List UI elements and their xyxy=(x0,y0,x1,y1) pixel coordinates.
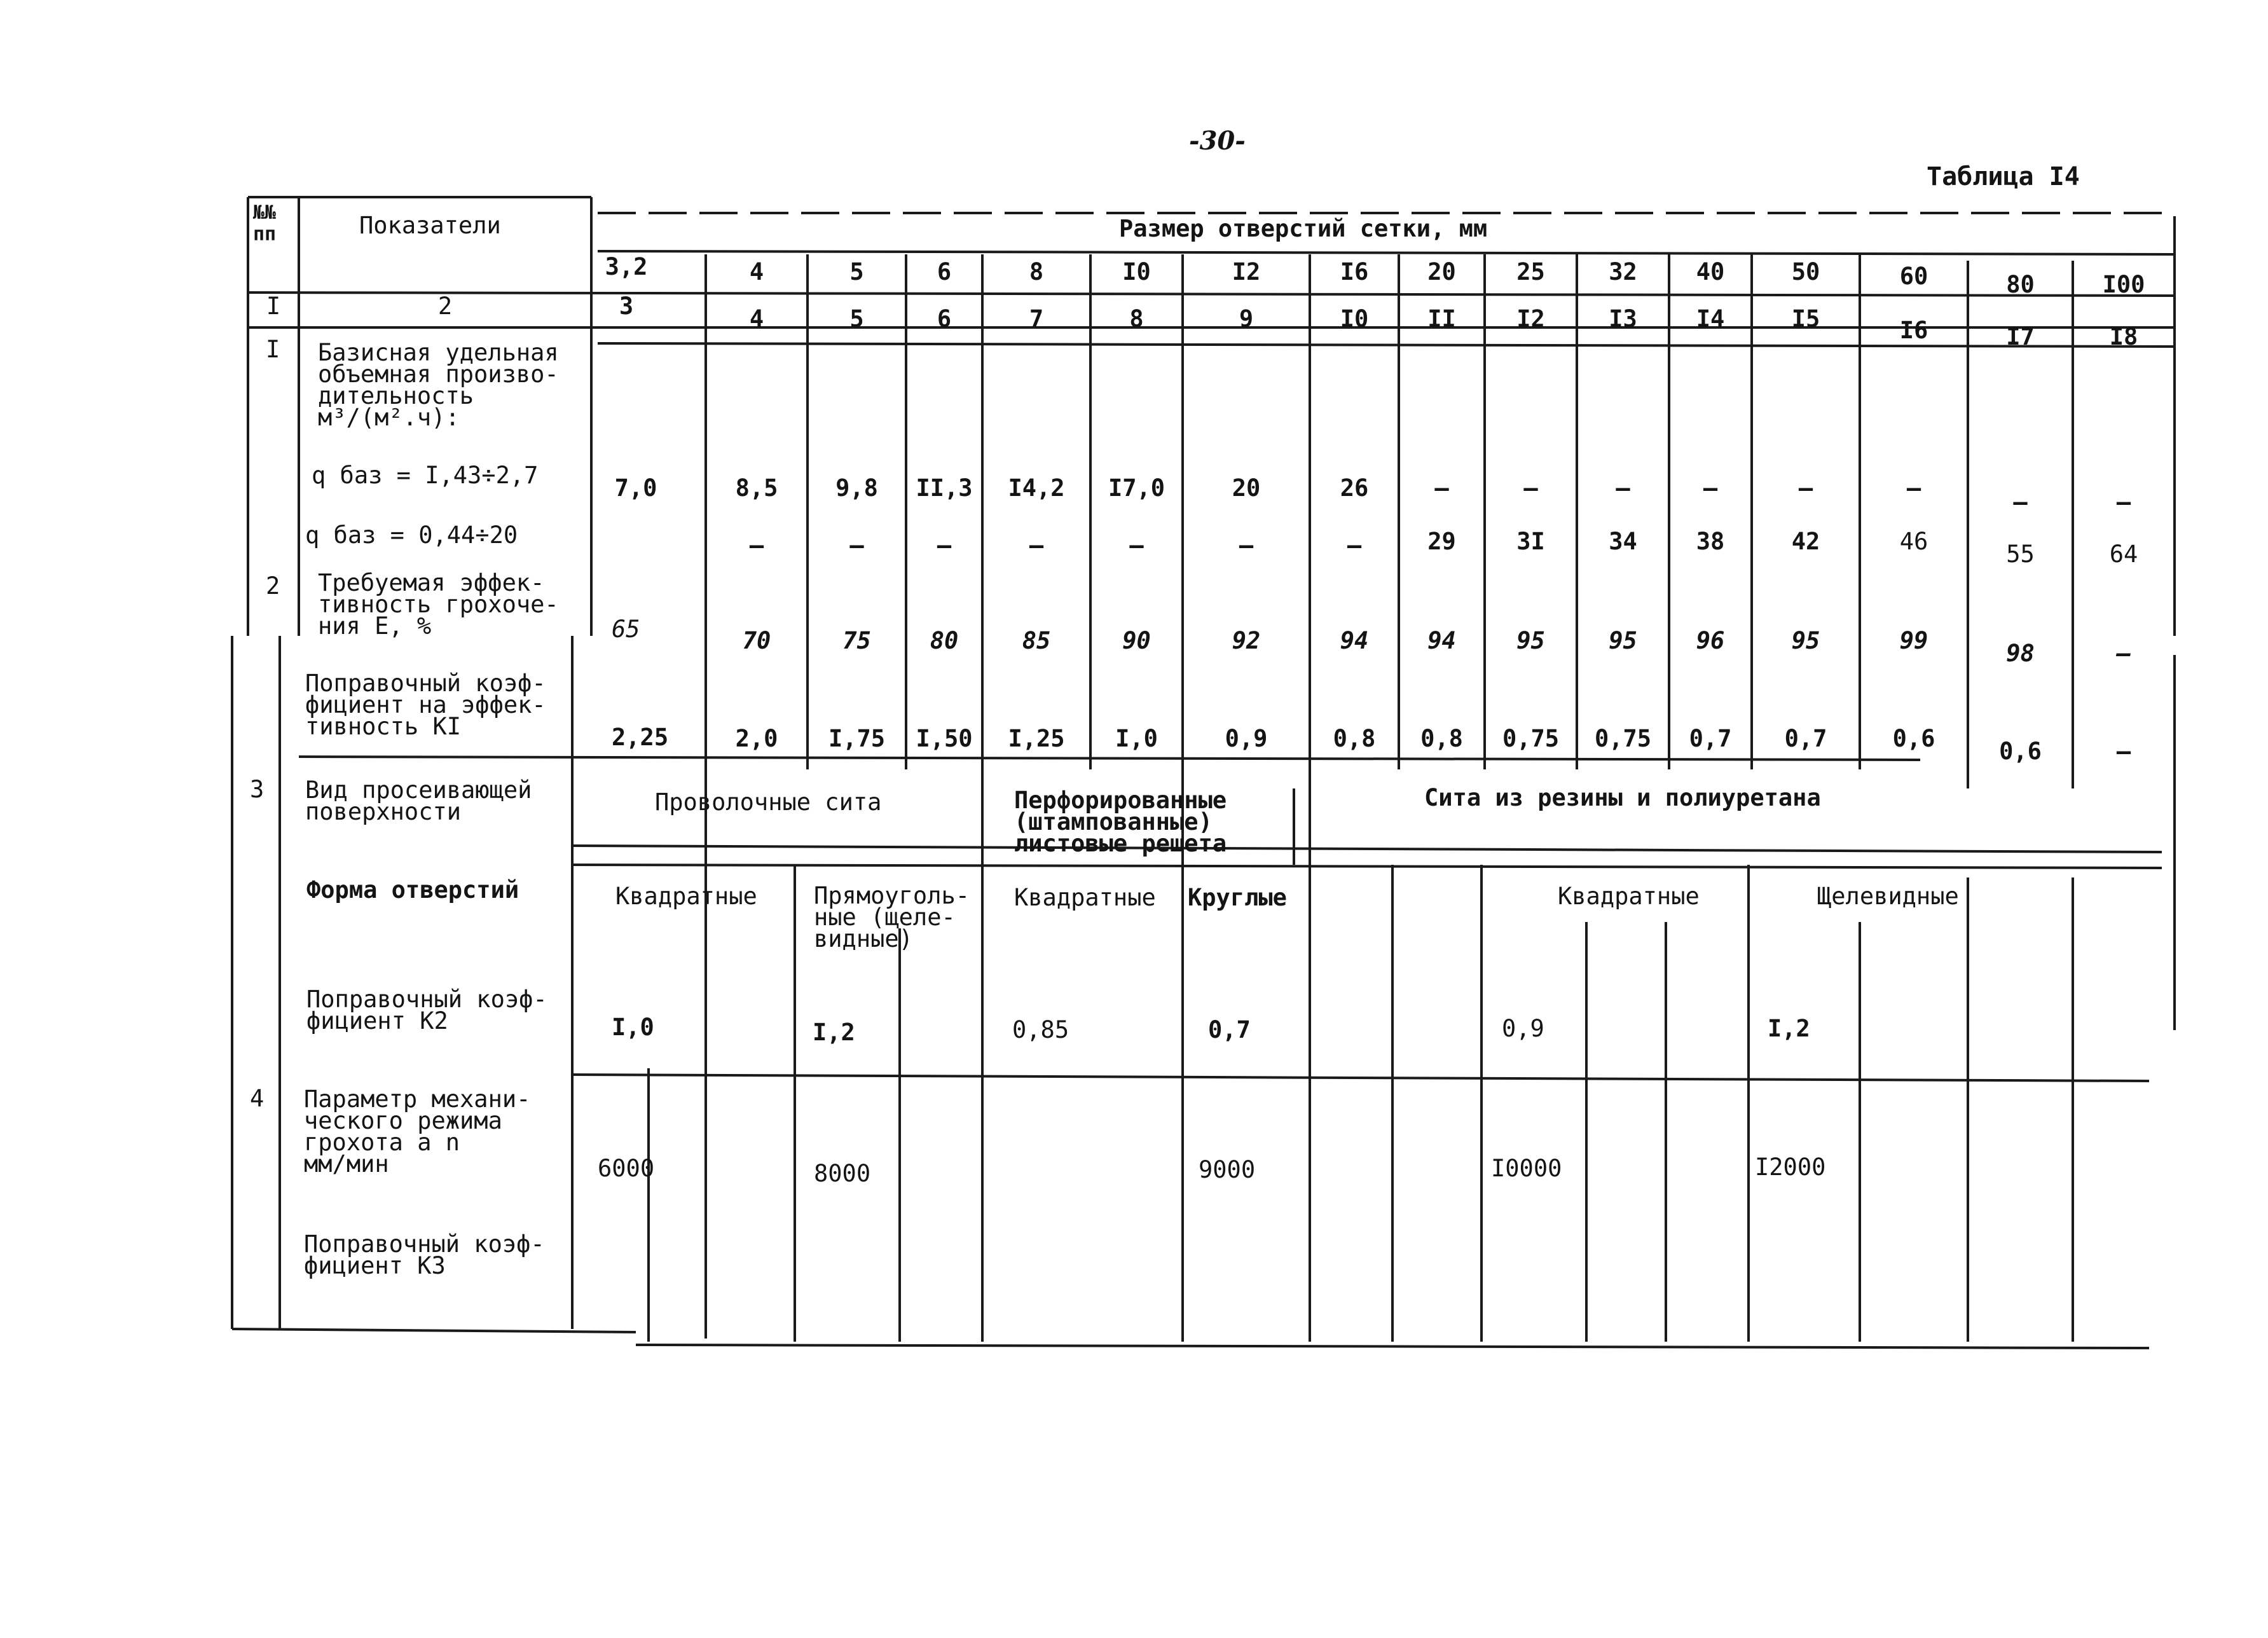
value-cell: – xyxy=(1906,474,1921,502)
value-cell: 65 xyxy=(612,616,640,643)
col-index: 9 xyxy=(1239,305,1254,333)
value-cell: – xyxy=(1703,474,1718,502)
col-index: 2 xyxy=(437,292,453,320)
col-index: 6 xyxy=(937,305,952,333)
row4-number: 4 xyxy=(250,1085,265,1112)
value-cell: 8,5 xyxy=(735,474,778,502)
value-cell: 8000 xyxy=(814,1160,871,1187)
size-cell: 6 xyxy=(937,258,952,286)
value-cell: 38 xyxy=(1696,528,1725,555)
value-cell: 94 xyxy=(1340,627,1369,654)
col-index: I3 xyxy=(1609,305,1637,333)
value-cell: – xyxy=(849,532,864,559)
col-index: I2 xyxy=(1516,305,1545,333)
value-cell: I,75 xyxy=(828,725,886,752)
value-cell: 0,9 xyxy=(1225,725,1268,752)
value-cell: 0,7 xyxy=(1784,725,1827,752)
value-cell: 34 xyxy=(1609,528,1637,555)
value-cell: I2000 xyxy=(1755,1153,1826,1181)
size-cell: I2 xyxy=(1232,258,1261,286)
value-cell: 75 xyxy=(842,627,871,654)
shape-wire-slot: Прямоуголь- ные (щеле- видные) xyxy=(814,882,970,953)
value-cell: 0,8 xyxy=(1333,725,1376,752)
value-cell: II,3 xyxy=(916,474,973,502)
header-indicators-col: Показатели xyxy=(359,212,501,239)
shape-wire-square: Квадратные xyxy=(615,883,757,910)
size-cell: 3,2 xyxy=(605,253,648,280)
value-cell: – xyxy=(1434,474,1449,502)
value-cell: 0,9 xyxy=(1502,1015,1544,1042)
value-cell: 0,7 xyxy=(1689,725,1732,752)
row3-k2-label: Поправочный коэф- фициент K2 xyxy=(306,986,547,1035)
col-index: I0 xyxy=(1340,305,1369,333)
row4-k3-label: Поправочный коэф- фициент K3 xyxy=(304,1230,545,1279)
value-cell: 29 xyxy=(1427,528,1456,555)
size-cell: 8 xyxy=(1029,258,1044,286)
size-cell: 4 xyxy=(749,258,764,286)
surface-group-perforated: Перфорированные (штампованные) листовые решета xyxy=(1014,787,1227,857)
value-cell: 90 xyxy=(1122,627,1151,654)
header-size-group: Размер отверстий сетки, мм xyxy=(1119,215,1488,242)
size-cell: 50 xyxy=(1791,258,1820,286)
page-number: -30- xyxy=(1189,126,1246,156)
value-cell: 46 xyxy=(1899,528,1928,555)
value-cell: – xyxy=(2116,738,2131,765)
value-cell: 94 xyxy=(1427,627,1456,654)
col-index: II xyxy=(1427,305,1456,333)
col-index: 7 xyxy=(1029,305,1044,333)
col-index: I6 xyxy=(1899,317,1928,344)
value-cell: 26 xyxy=(1340,474,1369,502)
col-index: I8 xyxy=(2109,323,2138,350)
value-cell: 0,7 xyxy=(1208,1016,1251,1043)
size-cell: I6 xyxy=(1340,258,1369,286)
size-cell: 20 xyxy=(1427,258,1456,286)
value-cell: 80 xyxy=(930,627,959,654)
k1-label: Поправочный коэф- фициент на эффек- тивность KI xyxy=(305,670,546,740)
value-cell: 0,75 xyxy=(1594,725,1652,752)
col-index: 4 xyxy=(749,305,764,333)
value-cell: 70 xyxy=(742,627,771,654)
table-caption: Таблица I4 xyxy=(1927,162,2080,191)
value-cell: 55 xyxy=(2006,540,2035,568)
value-cell: 0,6 xyxy=(1892,725,1935,752)
col-index: I5 xyxy=(1791,305,1820,333)
value-cell: 95 xyxy=(1516,627,1545,654)
row1-formula-a: q баз = I,43÷2,7 xyxy=(312,462,539,489)
value-cell: I,0 xyxy=(1115,725,1158,752)
row2-label: Требуемая эффек- тивность грохоче- ния Е, % xyxy=(318,569,559,640)
value-cell: 95 xyxy=(1791,627,1820,654)
shape-rubber-square: Квадратные xyxy=(1558,883,1700,910)
shape-rubber-slot: Щелевидные xyxy=(1817,883,1959,910)
value-cell: 0,6 xyxy=(1999,738,2042,765)
value-cell: 20 xyxy=(1232,474,1261,502)
value-cell: I0000 xyxy=(1491,1155,1562,1182)
value-cell: – xyxy=(1029,532,1044,559)
value-cell: – xyxy=(1523,474,1538,502)
value-cell: 0,75 xyxy=(1502,725,1560,752)
value-cell: 3I xyxy=(1516,528,1545,555)
value-cell: 7,0 xyxy=(614,474,657,502)
value-cell: – xyxy=(937,532,952,559)
row3-number: 3 xyxy=(250,776,265,803)
value-cell: 2,0 xyxy=(735,725,778,752)
col-index: 3 xyxy=(619,292,634,320)
value-cell: 64 xyxy=(2109,540,2138,568)
value-cell: 0,8 xyxy=(1420,725,1463,752)
value-cell: – xyxy=(2013,488,2028,516)
value-cell: 42 xyxy=(1791,528,1820,555)
value-cell: – xyxy=(2116,488,2131,516)
row2-number: 2 xyxy=(266,572,280,600)
value-cell: – xyxy=(749,532,764,559)
row3-surface-label: Вид просеивающей поверхности xyxy=(305,776,532,825)
value-cell: 98 xyxy=(2006,640,2035,667)
row1-label: Базисная удельная объемная произво- дительность м³/(м².ч): xyxy=(318,339,559,431)
value-cell: 99 xyxy=(1899,627,1928,654)
header-num-col: №№ пп xyxy=(253,202,277,245)
value-cell: 6000 xyxy=(598,1155,655,1182)
value-cell: 96 xyxy=(1696,627,1725,654)
value-cell: – xyxy=(1347,532,1362,559)
surface-group-rubber: Сита из резины и полиуретана xyxy=(1424,784,1821,811)
value-cell: 95 xyxy=(1609,627,1637,654)
value-cell: – xyxy=(1239,532,1254,559)
value-cell: – xyxy=(2116,640,2131,667)
col-index: I xyxy=(266,292,281,320)
value-cell: 85 xyxy=(1022,627,1051,654)
value-cell: I7,0 xyxy=(1108,474,1165,502)
value-cell: I,0 xyxy=(612,1014,654,1041)
value-cell: I,50 xyxy=(916,725,973,752)
value-cell: 2,25 xyxy=(612,724,669,751)
row1-formula-b: q баз = 0,44÷20 xyxy=(305,521,518,549)
row3-shape-label: Форма отверстий xyxy=(306,876,519,904)
size-cell: 60 xyxy=(1899,263,1928,290)
shape-perforated-square: Квадратные xyxy=(1014,884,1156,911)
value-cell: I,2 xyxy=(1768,1015,1810,1042)
size-cell: 80 xyxy=(2006,271,2035,298)
value-cell: – xyxy=(1798,474,1813,502)
value-cell: – xyxy=(1129,532,1144,559)
row4-label: Параметр механи- ческого режима грохота a n мм/мин xyxy=(304,1085,531,1178)
value-cell: I4,2 xyxy=(1008,474,1065,502)
row1-number: I xyxy=(266,336,280,363)
col-index: 8 xyxy=(1129,305,1144,333)
size-cell: 25 xyxy=(1516,258,1545,286)
value-cell: 9000 xyxy=(1199,1156,1256,1183)
value-cell: – xyxy=(1616,474,1630,502)
size-cell: I00 xyxy=(2102,271,2145,298)
value-cell: 9,8 xyxy=(835,474,878,502)
col-index: I7 xyxy=(2006,323,2035,350)
value-cell: 0,85 xyxy=(1012,1016,1069,1043)
size-cell: 32 xyxy=(1609,258,1637,286)
shape-perforated-round: Круглые xyxy=(1188,884,1287,911)
size-cell: 5 xyxy=(849,258,864,286)
value-cell: I,2 xyxy=(813,1019,855,1046)
size-cell: 40 xyxy=(1696,258,1725,286)
col-index: 5 xyxy=(849,305,864,333)
size-cell: I0 xyxy=(1122,258,1151,286)
surface-group-wire: Проволочные сита xyxy=(655,788,882,816)
value-cell: 92 xyxy=(1232,627,1261,654)
value-cell: I,25 xyxy=(1008,725,1065,752)
col-index: I4 xyxy=(1696,305,1725,333)
